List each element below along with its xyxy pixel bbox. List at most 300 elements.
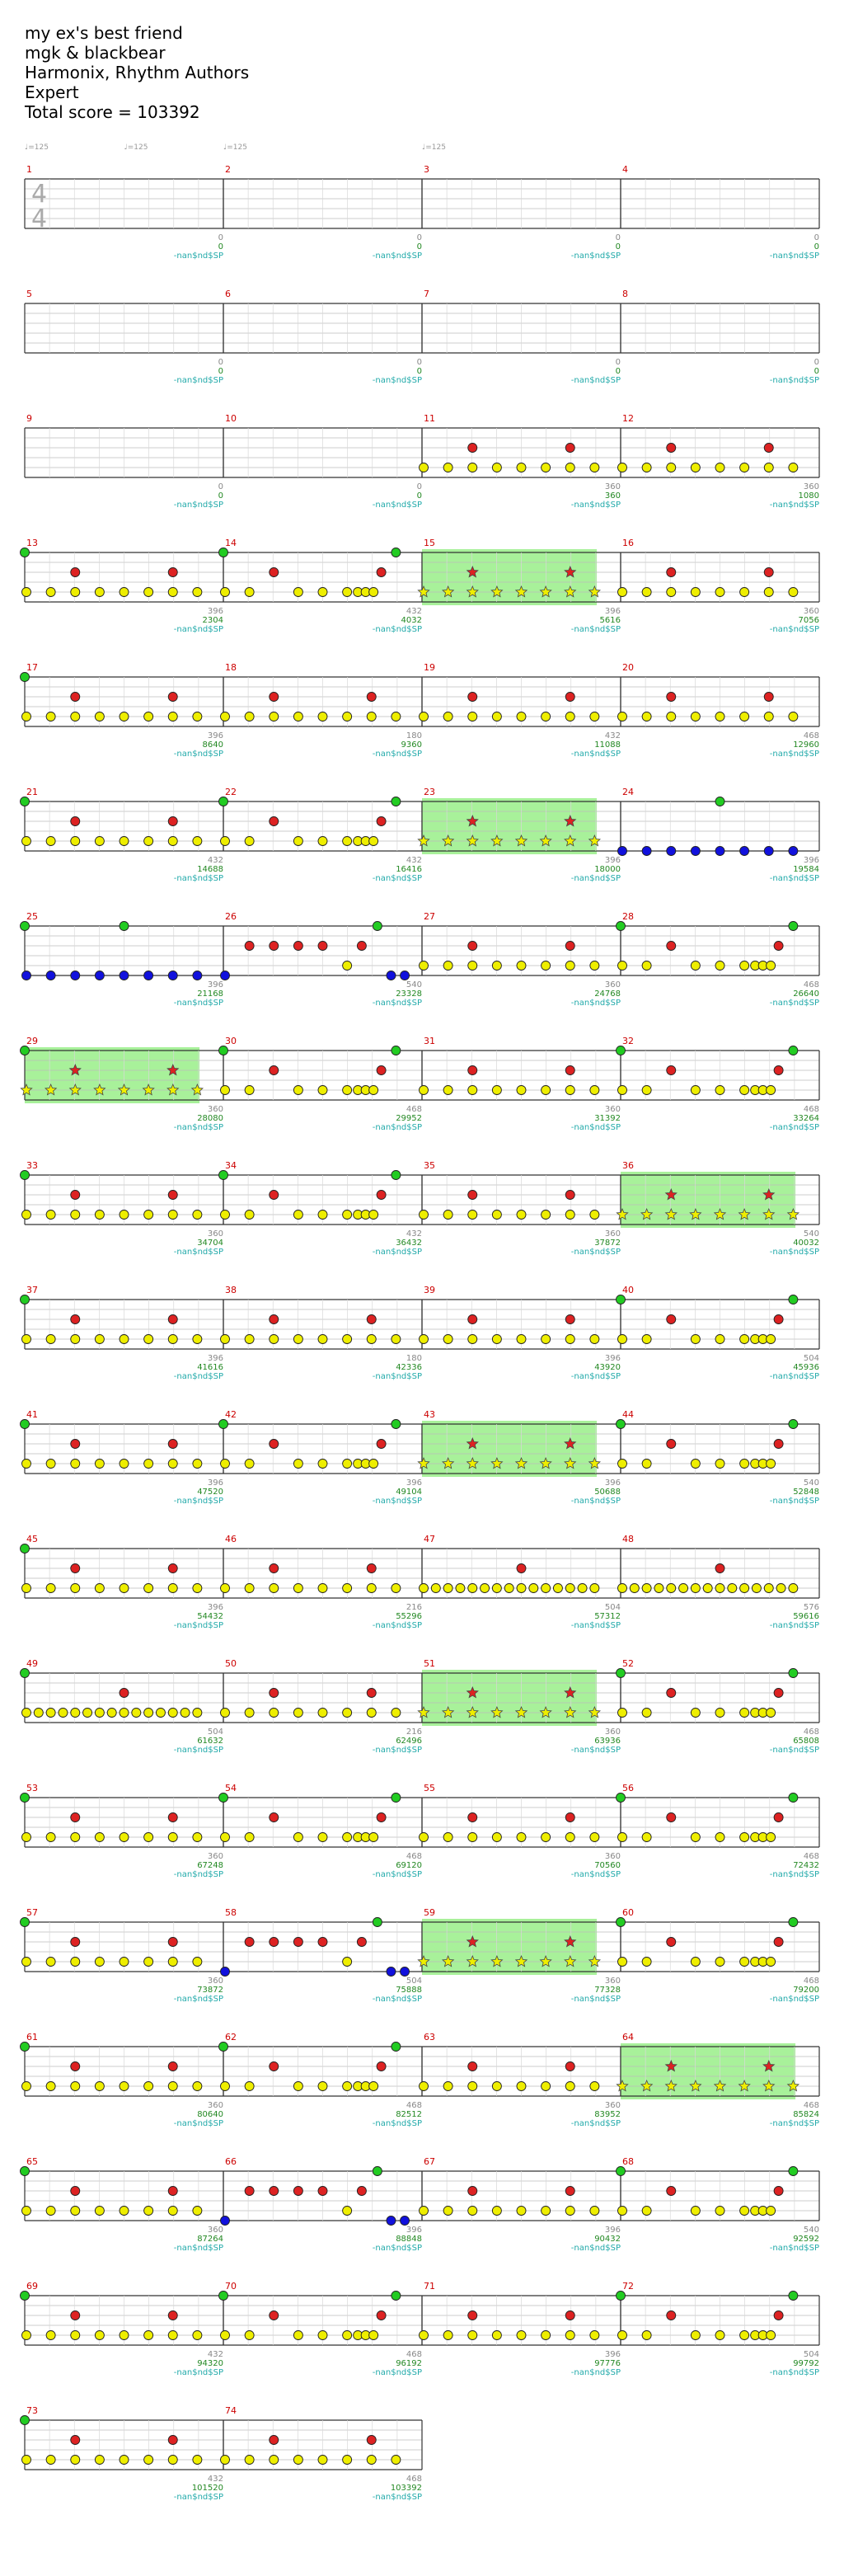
note-yellow	[193, 2456, 202, 2465]
note-yellow	[578, 1584, 587, 1593]
measure-sp-label: -nan$nd$SP	[173, 1497, 223, 1506]
note-yellow	[270, 1584, 279, 1593]
note-yellow	[59, 1709, 68, 1718]
note-yellow	[71, 1210, 80, 1220]
note-yellow	[642, 1584, 651, 1593]
note-yellow	[46, 1460, 55, 1469]
note-yellow	[168, 588, 177, 597]
measure-sp-label: -nan$nd$SP	[570, 1995, 621, 2004]
note-yellow	[740, 463, 749, 472]
measure-gain: 360	[803, 482, 819, 491]
measure-gain: 360	[207, 2226, 223, 2235]
measure-number: 18	[225, 662, 237, 673]
measure-score: 1080	[798, 491, 819, 501]
measure-score: 42336	[396, 1363, 422, 1372]
measure-sp-label: -nan$nd$SP	[372, 750, 422, 759]
measure-sp-label: -nan$nd$SP	[769, 1746, 819, 1755]
note-yellow	[767, 1709, 776, 1718]
measure-number: 12	[622, 413, 634, 424]
note-green	[392, 797, 401, 806]
note-yellow	[71, 588, 80, 597]
starpower-region	[422, 549, 597, 605]
note-red	[71, 568, 80, 577]
measure-gain: 504	[207, 1728, 223, 1737]
note-yellow	[590, 2207, 599, 2216]
note-yellow	[221, 2082, 230, 2091]
measure-gain: 0	[814, 233, 819, 242]
note-yellow	[193, 1584, 202, 1593]
note-red	[318, 942, 327, 951]
measure-sp-label: -nan$nd$SP	[769, 2244, 819, 2253]
note-yellow	[691, 588, 700, 597]
note-yellow	[46, 1958, 55, 1967]
measure-number: 72	[622, 2281, 634, 2292]
note-yellow	[95, 712, 104, 722]
measure-sp-label: -nan$nd$SP	[173, 1870, 223, 1879]
measure-gain: 360	[803, 607, 819, 616]
measure-sp-label: -nan$nd$SP	[173, 251, 223, 261]
note-yellow	[618, 2207, 627, 2216]
measure-score: 24768	[594, 990, 621, 999]
note-yellow	[343, 2207, 352, 2216]
measure-score: 40032	[793, 1239, 819, 1248]
measure-score: 7056	[798, 616, 819, 625]
note-red	[168, 2436, 177, 2445]
note-green	[789, 1918, 798, 1927]
note-red	[774, 1689, 783, 1698]
measure-score: 4032	[401, 616, 422, 625]
measure-number: 57	[26, 1907, 38, 1918]
note-yellow	[193, 2082, 202, 2091]
measure-gain: 216	[406, 1728, 422, 1737]
measure-number: 59	[424, 1907, 435, 1918]
note-yellow	[193, 1833, 202, 1842]
measure-sp-label: -nan$nd$SP	[570, 251, 621, 261]
measure-gain: 432	[604, 731, 621, 740]
note-yellow	[618, 961, 627, 971]
note-green	[617, 1793, 626, 1803]
note-yellow	[767, 1086, 776, 1095]
note-yellow	[343, 1460, 352, 1469]
measure-gain: 216	[406, 1603, 422, 1612]
note-yellow	[144, 1210, 153, 1220]
note-yellow	[144, 2207, 153, 2216]
note-yellow	[789, 588, 798, 597]
note-red	[774, 2311, 783, 2320]
note-red	[168, 1564, 177, 1573]
measure-gain: 360	[604, 980, 621, 990]
note-yellow	[740, 1709, 749, 1718]
note-yellow	[715, 2331, 724, 2340]
measure-sp-label: -nan$nd$SP	[372, 2493, 422, 2502]
note-yellow	[343, 1210, 352, 1220]
measure-score: 19584	[793, 865, 819, 874]
measure-score: 0	[416, 491, 422, 501]
note-yellow	[168, 1958, 177, 1967]
note-yellow	[642, 1460, 651, 1469]
measure-gain: 540	[406, 980, 422, 990]
measure-number: 53	[26, 1783, 38, 1793]
note-yellow	[293, 1709, 302, 1718]
measure-number: 62	[225, 2032, 237, 2042]
measure-sp-label: -nan$nd$SP	[769, 1372, 819, 1381]
note-yellow	[245, 1584, 254, 1593]
note-green	[789, 1295, 798, 1304]
measure-number: 70	[225, 2281, 237, 2292]
measure-sp-label: -nan$nd$SP	[173, 501, 223, 510]
note-blue	[740, 847, 749, 856]
measure-sp-label: -nan$nd$SP	[769, 1123, 819, 1132]
note-yellow	[95, 1584, 104, 1593]
note-blue	[221, 971, 230, 980]
measure-score: 14688	[197, 865, 223, 874]
measure-gain: 396	[207, 1603, 223, 1612]
measure-gain: 468	[803, 2101, 819, 2110]
note-yellow	[420, 1210, 429, 1220]
note-yellow	[492, 712, 501, 722]
note-yellow	[420, 961, 429, 971]
note-yellow	[367, 2456, 376, 2465]
measure-number: 43	[424, 1409, 435, 1420]
measure-number: 54	[225, 1783, 237, 1793]
measure-sp-label: -nan$nd$SP	[570, 1248, 621, 1257]
note-yellow	[618, 1086, 627, 1095]
measure-gain: 396	[406, 1478, 422, 1488]
note-yellow	[517, 463, 526, 472]
note-yellow	[542, 961, 551, 971]
measure-gain: 504	[406, 1977, 422, 1986]
measure-gain: 360	[207, 1229, 223, 1239]
note-yellow	[168, 1584, 177, 1593]
note-yellow	[517, 2207, 526, 2216]
note-yellow	[618, 2331, 627, 2340]
measure-number: 11	[424, 413, 435, 424]
note-red	[468, 2062, 477, 2071]
measure-score: 0	[814, 242, 819, 251]
measure-number: 22	[225, 787, 237, 797]
note-yellow	[221, 2331, 230, 2340]
note-yellow	[367, 1584, 376, 1593]
note-yellow	[529, 1584, 538, 1593]
measure-number: 50	[225, 1658, 237, 1669]
measure-sp-label: -nan$nd$SP	[372, 999, 422, 1008]
note-red	[774, 1813, 783, 1822]
measure-sp-label: -nan$nd$SP	[570, 501, 621, 510]
measure-gain: 360	[604, 1728, 621, 1737]
note-yellow	[492, 1833, 501, 1842]
note-green	[219, 2292, 228, 2301]
note-yellow	[221, 1460, 230, 1469]
measure-gain: 468	[803, 1852, 819, 1861]
note-yellow	[318, 1335, 327, 1344]
note-yellow	[642, 712, 651, 722]
note-yellow	[221, 1210, 230, 1220]
measure-score: 77328	[594, 1986, 621, 1995]
note-yellow	[22, 2331, 31, 2340]
note-yellow	[590, 961, 599, 971]
note-yellow	[22, 1709, 31, 1718]
note-yellow	[318, 1584, 327, 1593]
measure-score: 9360	[401, 740, 422, 750]
measure-sp-label: -nan$nd$SP	[372, 376, 422, 385]
note-yellow	[715, 2207, 724, 2216]
note-red	[565, 1191, 574, 1200]
note-yellow	[193, 712, 202, 722]
note-yellow	[293, 712, 302, 722]
note-yellow	[642, 1335, 651, 1344]
note-yellow	[565, 2331, 574, 2340]
note-yellow	[22, 1460, 31, 1469]
note-yellow	[245, 2456, 254, 2465]
measure-sp-label: -nan$nd$SP	[570, 874, 621, 883]
note-red	[357, 2187, 366, 2196]
measure-number: 8	[622, 289, 628, 299]
note-yellow	[715, 588, 724, 597]
note-yellow	[144, 2456, 153, 2465]
measure-score: 29952	[396, 1114, 422, 1123]
measure-score: 0	[218, 367, 223, 376]
measure-number: 10	[225, 413, 237, 424]
note-yellow	[740, 588, 749, 597]
measure-number: 14	[225, 538, 237, 548]
note-red	[565, 1315, 574, 1324]
note-yellow	[468, 2207, 477, 2216]
measure-score: 31392	[594, 1114, 621, 1123]
measure-score: 18000	[594, 865, 621, 874]
note-yellow	[193, 1709, 202, 1718]
measure-score: 69120	[396, 1861, 422, 1870]
note-red	[468, 942, 477, 951]
note-yellow	[590, 712, 599, 722]
note-blue	[401, 971, 410, 980]
note-red	[565, 444, 574, 453]
measure-number: 3	[424, 164, 429, 175]
measure-sp-label: -nan$nd$SP	[173, 1621, 223, 1630]
note-yellow	[392, 1709, 401, 1718]
note-red	[270, 2062, 279, 2071]
note-green	[617, 1669, 626, 1678]
note-yellow	[590, 1086, 599, 1095]
note-yellow	[120, 1210, 129, 1220]
note-yellow	[740, 1958, 749, 1967]
measure-number: 19	[424, 662, 435, 673]
measure-sp-label: -nan$nd$SP	[570, 1372, 621, 1381]
note-green	[373, 2167, 382, 2176]
note-yellow	[642, 2207, 651, 2216]
note-yellow	[270, 1335, 279, 1344]
note-green	[789, 1420, 798, 1429]
note-yellow	[22, 2207, 31, 2216]
note-yellow	[565, 1584, 574, 1593]
note-red	[293, 942, 302, 951]
note-yellow	[565, 1210, 574, 1220]
note-yellow	[343, 961, 352, 971]
note-yellow	[95, 1460, 104, 1469]
tempo-marker: ♩=125	[25, 143, 49, 152]
note-yellow	[95, 2207, 104, 2216]
note-yellow	[618, 1958, 627, 1967]
note-yellow	[318, 1709, 327, 1718]
measure-number: 7	[424, 289, 429, 299]
note-yellow	[95, 1335, 104, 1344]
note-yellow	[293, 1833, 302, 1842]
note-yellow	[46, 1709, 55, 1718]
note-yellow	[764, 712, 773, 722]
tempo-marker: ♩=125	[124, 143, 148, 152]
note-red	[667, 444, 676, 453]
note-yellow	[728, 1584, 737, 1593]
note-red	[245, 942, 254, 951]
note-yellow	[392, 1335, 401, 1344]
note-red	[377, 2062, 386, 2071]
note-yellow	[293, 1460, 302, 1469]
note-red	[667, 942, 676, 951]
measure-score: 50688	[594, 1488, 621, 1497]
note-yellow	[517, 961, 526, 971]
measure-score: 70560	[594, 1861, 621, 1870]
note-yellow	[120, 1460, 129, 1469]
note-yellow	[468, 2082, 477, 2091]
measure-number: 66	[225, 2156, 237, 2167]
note-yellow	[667, 1584, 676, 1593]
measure-score: 59616	[793, 1612, 819, 1621]
measure-score: 16416	[396, 865, 422, 874]
note-red	[71, 1315, 80, 1324]
measure-gain: 0	[814, 358, 819, 367]
note-green	[219, 1793, 228, 1803]
note-yellow	[667, 463, 676, 472]
note-yellow	[168, 1709, 177, 1718]
note-yellow	[168, 2456, 177, 2465]
measure-gain: 468	[803, 1105, 819, 1114]
note-yellow	[293, 1584, 302, 1593]
measure-number: 38	[225, 1285, 237, 1295]
note-yellow	[420, 712, 429, 722]
note-yellow	[369, 1460, 378, 1469]
note-red	[357, 1938, 366, 1947]
note-yellow	[789, 1584, 798, 1593]
time-signature-top: 4	[31, 180, 48, 209]
note-red	[245, 2187, 254, 2196]
note-yellow	[95, 588, 104, 597]
measure-gain: 468	[803, 980, 819, 990]
note-red	[270, 568, 279, 577]
note-yellow	[642, 1709, 651, 1718]
measure-score: 54432	[197, 1612, 223, 1621]
note-yellow	[144, 2331, 153, 2340]
note-yellow	[245, 2331, 254, 2340]
note-red	[377, 817, 386, 826]
note-yellow	[767, 2207, 776, 2216]
measure-number: 31	[424, 1036, 435, 1046]
measure-number: 28	[622, 911, 634, 922]
note-blue	[401, 1967, 410, 1977]
note-yellow	[752, 1584, 761, 1593]
measure-gain: 432	[406, 1229, 422, 1239]
measure-score: 94320	[197, 2359, 223, 2368]
note-red	[377, 1066, 386, 1075]
note-yellow	[71, 1709, 80, 1718]
measure-score: 65808	[793, 1737, 819, 1746]
note-yellow	[22, 1833, 31, 1842]
note-red	[270, 1938, 279, 1947]
measure-sp-label: -nan$nd$SP	[769, 1497, 819, 1506]
note-red	[667, 568, 676, 577]
note-yellow	[120, 837, 129, 846]
measure-number: 49	[26, 1658, 38, 1669]
note-yellow	[193, 2207, 202, 2216]
measure-gain: 396	[604, 2350, 621, 2359]
note-red	[667, 1440, 676, 1449]
measure-number: 36	[622, 1160, 634, 1171]
note-yellow	[590, 1584, 599, 1593]
note-red	[377, 1440, 386, 1449]
note-red	[565, 2187, 574, 2196]
measure-gain: 396	[207, 607, 223, 616]
note-yellow	[22, 1584, 31, 1593]
song-title: my ex's best friend	[25, 23, 183, 43]
total-score: Total score = 103392	[25, 102, 200, 122]
measure-number: 1	[26, 164, 32, 175]
measure-score: 0	[615, 367, 621, 376]
note-green	[617, 1295, 626, 1304]
measure-score: 62496	[396, 1737, 422, 1746]
measure-gain: 540	[803, 1478, 819, 1488]
note-red	[357, 942, 366, 951]
note-red	[168, 1813, 177, 1822]
note-yellow	[443, 961, 452, 971]
note-yellow	[318, 712, 327, 722]
note-red	[367, 2436, 376, 2445]
note-yellow	[443, 1210, 452, 1220]
note-green	[21, 2167, 30, 2176]
note-yellow	[293, 588, 302, 597]
measure-number: 17	[26, 662, 38, 673]
note-green	[219, 1171, 228, 1180]
note-green	[789, 1046, 798, 1055]
note-yellow	[492, 2331, 501, 2340]
note-yellow	[392, 712, 401, 722]
note-yellow	[369, 1833, 378, 1842]
note-yellow	[492, 1335, 501, 1344]
note-yellow	[542, 2331, 551, 2340]
measure-gain: 468	[406, 1852, 422, 1861]
note-green	[21, 2416, 30, 2425]
measure-sp-label: -nan$nd$SP	[372, 2244, 422, 2253]
note-blue	[387, 2216, 396, 2226]
measure-number: 21	[26, 787, 38, 797]
note-red	[367, 1315, 376, 1324]
song-charter: Harmonix, Rhythm Authors	[25, 63, 250, 82]
measure-sp-label: -nan$nd$SP	[372, 1372, 422, 1381]
measure-number: 55	[424, 1783, 435, 1793]
note-yellow	[764, 463, 773, 472]
note-yellow	[71, 1833, 80, 1842]
note-red	[774, 942, 783, 951]
measure-sp-label: -nan$nd$SP	[372, 625, 422, 634]
note-yellow	[343, 1335, 352, 1344]
measure-gain: 540	[803, 1229, 819, 1239]
note-red	[318, 2187, 327, 2196]
measure-sp-label: -nan$nd$SP	[173, 1746, 223, 1755]
measure-sp-label: -nan$nd$SP	[173, 2493, 223, 2502]
note-red	[565, 1813, 574, 1822]
measure-gain: 0	[416, 358, 422, 367]
note-yellow	[168, 2082, 177, 2091]
measure-gain: 180	[406, 1354, 422, 1363]
note-red	[377, 1191, 386, 1200]
note-yellow	[71, 712, 80, 722]
